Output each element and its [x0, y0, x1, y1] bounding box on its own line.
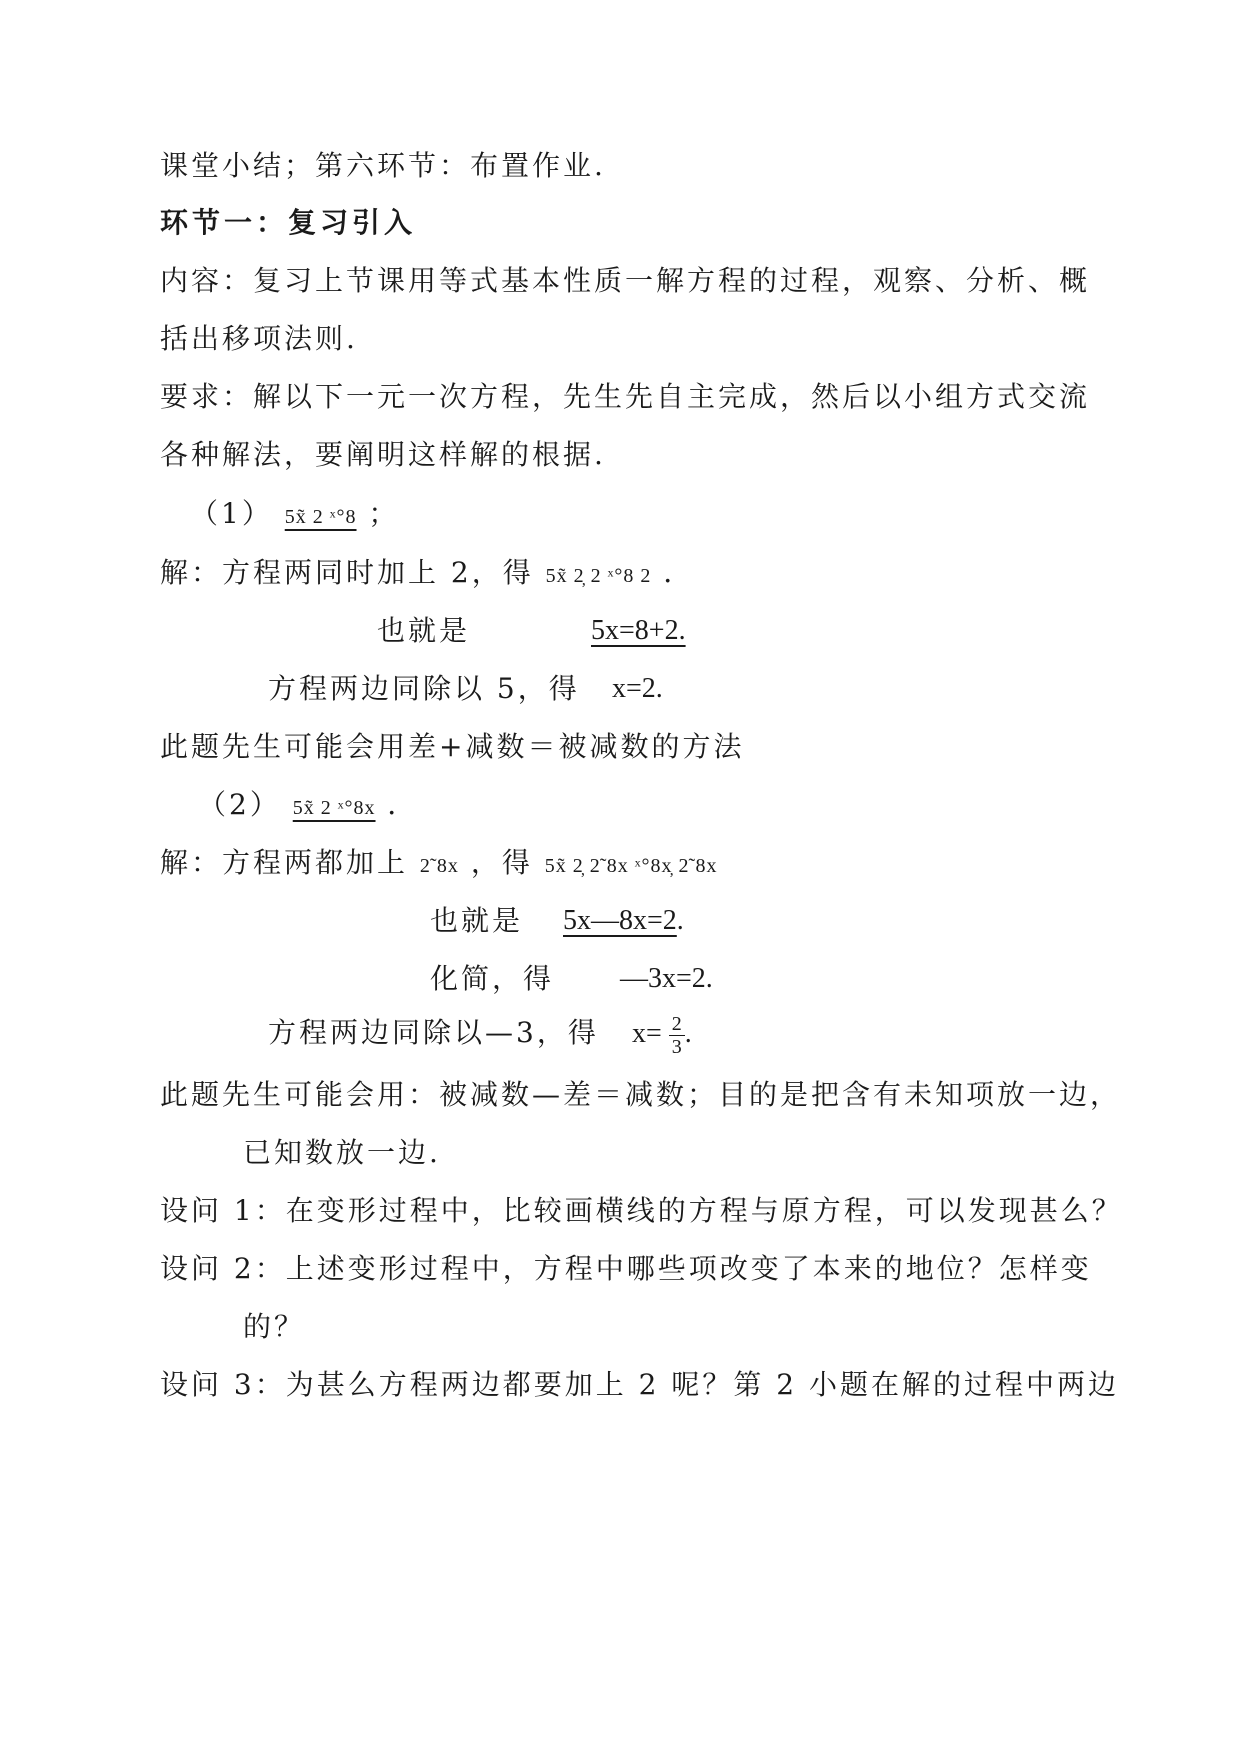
equation: 5x̃ 2̦ 2 ˣ°8 2 [545, 565, 652, 587]
equation: x= [632, 1017, 662, 1049]
problem-1 [190, 494, 399, 537]
solution-text: 解：方程两同时加上 2，得 [160, 556, 534, 589]
equation: 2̃ 8x [419, 855, 459, 877]
punct: ； [368, 497, 400, 530]
punct: ． [387, 788, 419, 821]
equation: 5x̃ 2̦ 2̃ 8x ˣ°8x̦ 2̃ 8x [544, 855, 718, 877]
question-1: 设问 1：在变形过程中，比较画横线的方程与原方程，可以发现甚么？ [160, 1194, 1123, 1227]
solution-label: 也就是 [377, 614, 471, 647]
text-line: 要求：解以下一元一次方程，先生先自主完成，然后以小组方式交流 [160, 380, 1091, 413]
problem-label: （1） [190, 497, 273, 530]
fraction-denominator: 3 [671, 1036, 682, 1058]
solution-line [160, 553, 694, 596]
equation: —3x=2. [620, 963, 713, 994]
fraction-numerator: 2 [669, 1013, 685, 1036]
equation: 5x=8+2. [591, 615, 686, 646]
text-line: 的？ [243, 1310, 306, 1343]
punct: . [684, 1017, 692, 1049]
equation: 5x̃ 2 ˣ°8 [284, 506, 357, 528]
problem-label: （2） [198, 788, 281, 821]
fraction [669, 1013, 685, 1058]
solution-text: 解：方程两都加上 [160, 846, 409, 879]
equation-line [632, 1013, 692, 1058]
solution-text: ，得 [470, 846, 533, 879]
text-line: 各种解法，要阐明这样解的根据. [160, 438, 606, 471]
question-2: 设问 2：上述变形过程中，方程中哪些项改变了本来的地位？怎样变 [160, 1252, 1092, 1285]
solution-label: 方程两边同除以 5，得 [268, 672, 580, 705]
text-line: 已知数放一边. [243, 1136, 441, 1169]
punct: . [676, 905, 684, 936]
text-line: 内容：复习上节课用等式基本性质一解方程的过程，观察、分析、概 [160, 264, 1091, 297]
equation: 5x̃ 2 ˣ°8x [292, 797, 376, 819]
text-line: 括出移项法则. [160, 322, 358, 355]
question-3: 设问 3：为甚么方程两边都要加上 2 呢？第 2 小题在解的过程中两边 [160, 1368, 1119, 1401]
equation: x=2. [612, 673, 663, 704]
solution-label: 化简，得 [430, 962, 555, 995]
solution-line [160, 843, 718, 886]
text-line: 此题先生可能会用差+减数＝被减数的方法 [160, 730, 745, 763]
equation-line [563, 901, 684, 941]
solution-label: 方程两边同除以—3，得 [268, 1016, 599, 1049]
punct: ． [663, 556, 695, 589]
text-line: 课堂小结；第六环节：布置作业. [160, 149, 606, 182]
section-heading: 环节一：复习引入 [160, 206, 417, 239]
equation: 5x—8x=2 [563, 905, 677, 936]
problem-2 [198, 785, 418, 828]
solution-label: 也就是 [430, 904, 524, 937]
text-line: 此题先生可能会用：被减数—差＝减数；目的是把含有未知项放一边， [160, 1078, 1122, 1111]
